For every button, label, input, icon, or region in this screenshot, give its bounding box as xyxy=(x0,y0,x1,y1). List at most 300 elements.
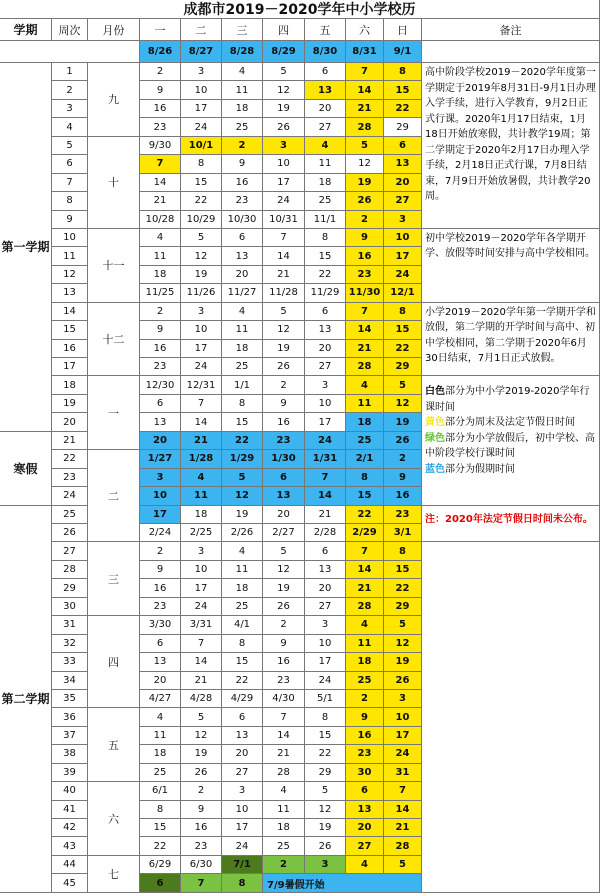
day-cell: 20 xyxy=(222,745,263,763)
week-number: 42 xyxy=(52,819,88,837)
day-cell: 2 xyxy=(263,376,305,394)
day-cell: 16 xyxy=(346,727,384,745)
day-cell: 5 xyxy=(263,542,305,560)
day-cell: 24 xyxy=(263,192,305,210)
day-cell: 9 xyxy=(346,229,384,247)
week-number: 41 xyxy=(52,801,88,819)
day-cell: 25 xyxy=(263,837,305,855)
day-cell: 9 xyxy=(222,155,263,173)
day-cell: 11 xyxy=(140,247,181,265)
day-cell: 22 xyxy=(222,432,263,450)
header-notes: 备注 xyxy=(422,19,600,41)
day-cell: 11 xyxy=(263,801,305,819)
day-cell: 21 xyxy=(384,819,422,837)
day-cell: 3 xyxy=(384,211,422,229)
day-cell: 7 xyxy=(346,303,384,321)
day-cell: 2/1 xyxy=(346,450,384,468)
day-cell: 4 xyxy=(346,376,384,394)
day-cell: 2 xyxy=(140,542,181,560)
day-cell: 16 xyxy=(263,413,305,431)
day-cell: 8 xyxy=(384,303,422,321)
day-cell: 3 xyxy=(181,63,222,81)
day-cell: 4 xyxy=(140,708,181,726)
day-cell: 29 xyxy=(305,764,346,782)
day-cell: 8 xyxy=(305,708,346,726)
day-cell: 8 xyxy=(222,635,263,653)
day-cell: 4/27 xyxy=(140,690,181,708)
notes-warning-block xyxy=(422,506,600,543)
day-cell: 21 xyxy=(181,432,222,450)
day-cell: 18 xyxy=(222,340,263,358)
day-cell: 23 xyxy=(181,837,222,855)
day-cell: 19 xyxy=(181,266,222,284)
day-cell: 4 xyxy=(181,469,222,487)
day-cell: 26 xyxy=(263,358,305,376)
day-cell: 22 xyxy=(140,837,181,855)
week-number: 44 xyxy=(52,856,88,874)
day-cell: 18 xyxy=(263,819,305,837)
month-label: 一 xyxy=(88,376,140,450)
day-cell: 21 xyxy=(346,100,384,118)
day-cell: 21 xyxy=(181,672,222,690)
day-cell: 6 xyxy=(140,874,181,892)
day-cell: 18 xyxy=(346,653,384,671)
date-row-notes-blank xyxy=(422,41,600,63)
day-cell: 1/28 xyxy=(181,450,222,468)
day-cell: 20 xyxy=(263,506,305,524)
day-cell: 9 xyxy=(140,321,181,339)
day-cell: 23 xyxy=(140,358,181,376)
day-cell: 24 xyxy=(305,432,346,450)
day-cell: 23 xyxy=(140,598,181,616)
day-cell: 11 xyxy=(346,635,384,653)
day-cell: 21 xyxy=(346,340,384,358)
day-cell: 25 xyxy=(222,598,263,616)
legend-text: 部分为小学放假后，初中学校、高中阶段学校行课时间 xyxy=(425,432,595,460)
day-cell: 1/31 xyxy=(305,450,346,468)
day-cell: 10/1 xyxy=(181,137,222,155)
day-cell: 4 xyxy=(222,63,263,81)
day-cell: 3/31 xyxy=(181,616,222,634)
day-cell: 14 xyxy=(346,321,384,339)
day-cell: 17 xyxy=(140,506,181,524)
day-cell: 7 xyxy=(263,229,305,247)
day-cell: 8 xyxy=(384,63,422,81)
day-cell: 20 xyxy=(384,174,422,192)
day-cell: 30 xyxy=(346,764,384,782)
month-label: 十一 xyxy=(88,229,140,303)
day-cell: 12 xyxy=(305,801,346,819)
day-cell: 13 xyxy=(305,321,346,339)
day-cell: 15 xyxy=(140,819,181,837)
day-cell: 9 xyxy=(346,708,384,726)
day-cell: 22 xyxy=(305,266,346,284)
day-cell: 27 xyxy=(305,358,346,376)
day-cell: 6/29 xyxy=(140,856,181,874)
day-cell: 25 xyxy=(346,432,384,450)
month-label: 九 xyxy=(88,63,140,137)
day-cell: 8 xyxy=(384,542,422,560)
day-cell: 9/30 xyxy=(140,137,181,155)
day-cell: 5 xyxy=(384,856,422,874)
week-number: 15 xyxy=(52,321,88,339)
day-cell: 27 xyxy=(222,764,263,782)
day-cell: 11/27 xyxy=(222,284,263,302)
day-cell: 28 xyxy=(263,764,305,782)
day-cell: 4/29 xyxy=(222,690,263,708)
day-cell: 16 xyxy=(181,819,222,837)
week-number: 16 xyxy=(52,340,88,358)
week-number: 11 xyxy=(52,247,88,265)
day-cell: 2 xyxy=(346,690,384,708)
header-month: 月份 xyxy=(88,19,140,41)
day-cell: 29 xyxy=(384,598,422,616)
day-cell: 15 xyxy=(384,81,422,99)
page-title: 成都市2019－2020学年中小学校历 xyxy=(0,0,600,19)
day-cell: 19 xyxy=(222,506,263,524)
day-cell: 29 xyxy=(384,358,422,376)
day-cell: 8 xyxy=(140,801,181,819)
day-cell: 15 xyxy=(305,727,346,745)
week-number: 8 xyxy=(52,192,88,210)
day-cell: 18 xyxy=(181,506,222,524)
day-cell: 9 xyxy=(384,469,422,487)
legend-text: 部分为周末及法定节假日时间 xyxy=(445,417,575,429)
day-cell: 2 xyxy=(346,211,384,229)
legend-item xyxy=(425,462,596,478)
day-cell: 22 xyxy=(384,340,422,358)
day-cell: 25 xyxy=(222,118,263,136)
notes-top xyxy=(422,63,600,229)
day-cell: 8 xyxy=(222,874,263,892)
week-number: 18 xyxy=(52,376,88,394)
day-cell: 1/1 xyxy=(222,376,263,394)
day-cell: 6 xyxy=(346,782,384,800)
day-cell: 3/30 xyxy=(140,616,181,634)
day-cell: 2/25 xyxy=(181,524,222,542)
week-number: 2 xyxy=(52,81,88,99)
month-label: 二 xyxy=(88,450,140,542)
day-cell: 4 xyxy=(263,782,305,800)
header-day-4: 四 xyxy=(263,19,305,41)
note-warning: 注：2020年法定节假日时间未公布。 xyxy=(425,513,593,525)
day-cell: 4 xyxy=(140,229,181,247)
day-cell: 26 xyxy=(305,837,346,855)
day-cell: 9 xyxy=(263,395,305,413)
day-cell: 15 xyxy=(384,561,422,579)
notes-middle-block xyxy=(422,229,600,303)
month-label: 六 xyxy=(88,782,140,856)
week-number: 37 xyxy=(52,727,88,745)
day-cell: 14 xyxy=(263,727,305,745)
week-number: 23 xyxy=(52,469,88,487)
day-cell: 8 xyxy=(222,395,263,413)
day-cell: 16 xyxy=(384,487,422,505)
week-number: 14 xyxy=(52,303,88,321)
legend-color-keyword: 绿色 xyxy=(425,432,445,444)
day-cell: 6 xyxy=(140,635,181,653)
date-row-cell: 8/26 xyxy=(140,41,181,63)
legend-text: 部分为中小学2019-2020学年行课时间 xyxy=(425,386,590,413)
day-cell: 22 xyxy=(384,100,422,118)
day-cell: 6 xyxy=(305,542,346,560)
day-cell: 28 xyxy=(346,598,384,616)
day-cell: 24 xyxy=(181,358,222,376)
legend-text: 部分为假期时间 xyxy=(445,463,515,475)
week-number: 12 xyxy=(52,266,88,284)
day-cell: 14 xyxy=(181,413,222,431)
day-cell: 7 xyxy=(140,155,181,173)
day-cell: 8 xyxy=(305,229,346,247)
day-cell: 12/30 xyxy=(140,376,181,394)
day-cell: 16 xyxy=(140,100,181,118)
day-cell: 13 xyxy=(140,413,181,431)
week-number: 35 xyxy=(52,690,88,708)
day-cell: 1/29 xyxy=(222,450,263,468)
day-cell: 29 xyxy=(384,118,422,136)
day-cell: 2 xyxy=(222,137,263,155)
day-cell: 14 xyxy=(384,801,422,819)
day-cell: 7 xyxy=(181,395,222,413)
day-cell: 5/1 xyxy=(305,690,346,708)
day-cell: 13 xyxy=(222,247,263,265)
day-cell: 16 xyxy=(222,174,263,192)
notes-empty-block xyxy=(422,542,600,892)
note-high: 高中阶段学校2019－2020学年度第一学期定于2019年8月31日-9月1日办理入学手续，进行入学教育，9月2日正式行课。2020年1月17日结束，1月18日开始放寒假，共计教学19周；第二学期定于2020年2月17日办理入学手续，2月18日正式行课，7月8日结束，7月9日开始放暑假，共计教学20周。 xyxy=(425,67,596,202)
day-cell: 11/26 xyxy=(181,284,222,302)
day-cell: 23 xyxy=(222,192,263,210)
day-cell: 15 xyxy=(384,321,422,339)
day-cell: 4 xyxy=(222,542,263,560)
header-day-1: 一 xyxy=(140,19,181,41)
day-cell: 16 xyxy=(263,653,305,671)
day-cell: 17 xyxy=(263,174,305,192)
notes-legend-block xyxy=(422,376,600,505)
week-number: 26 xyxy=(52,524,88,542)
week-number: 36 xyxy=(52,708,88,726)
week-number: 10 xyxy=(52,229,88,247)
header-day-7: 日 xyxy=(384,19,422,41)
day-cell: 27 xyxy=(305,118,346,136)
day-cell: 24 xyxy=(222,837,263,855)
legend-item xyxy=(425,384,596,415)
day-cell: 4 xyxy=(305,137,346,155)
day-cell: 5 xyxy=(305,782,346,800)
week-number: 17 xyxy=(52,358,88,376)
week-number: 27 xyxy=(52,542,88,560)
day-cell: 14 xyxy=(305,487,346,505)
day-cell: 13 xyxy=(263,487,305,505)
day-cell: 10 xyxy=(222,801,263,819)
day-cell: 2/28 xyxy=(305,524,346,542)
day-cell: 5 xyxy=(263,63,305,81)
day-cell: 21 xyxy=(263,745,305,763)
day-cell: 19 xyxy=(263,100,305,118)
day-cell: 1/30 xyxy=(263,450,305,468)
day-cell: 13 xyxy=(222,727,263,745)
week-number: 28 xyxy=(52,561,88,579)
day-cell: 5 xyxy=(181,708,222,726)
day-cell: 14 xyxy=(346,81,384,99)
week-number: 20 xyxy=(52,413,88,431)
day-cell: 12 xyxy=(384,395,422,413)
day-cell: 6/1 xyxy=(140,782,181,800)
day-cell: 10 xyxy=(181,321,222,339)
day-cell: 24 xyxy=(384,745,422,763)
day-cell: 14 xyxy=(263,247,305,265)
day-cell: 20 xyxy=(305,579,346,597)
day-cell: 12 xyxy=(181,247,222,265)
week-number: 24 xyxy=(52,487,88,505)
day-cell: 23 xyxy=(263,432,305,450)
header-day-3: 三 xyxy=(222,19,263,41)
day-cell: 6 xyxy=(140,395,181,413)
day-cell: 7/1 xyxy=(222,856,263,874)
day-cell: 15 xyxy=(346,487,384,505)
day-cell: 21 xyxy=(140,192,181,210)
day-cell: 20 xyxy=(346,819,384,837)
day-cell: 26 xyxy=(181,764,222,782)
week-number: 39 xyxy=(52,764,88,782)
day-cell: 28 xyxy=(346,118,384,136)
day-cell: 7 xyxy=(181,635,222,653)
day-cell: 23 xyxy=(346,266,384,284)
day-cell: 17 xyxy=(222,819,263,837)
day-cell: 7 xyxy=(263,708,305,726)
day-cell: 6 xyxy=(305,303,346,321)
day-cell: 2 xyxy=(140,303,181,321)
day-cell: 2/24 xyxy=(140,524,181,542)
header-day-5: 五 xyxy=(305,19,346,41)
day-cell: 6 xyxy=(222,708,263,726)
header-week: 周次 xyxy=(52,19,88,41)
day-cell: 10/30 xyxy=(222,211,263,229)
legend-color-keyword: 白色 xyxy=(425,386,445,398)
day-cell: 5 xyxy=(181,229,222,247)
day-cell: 6/30 xyxy=(181,856,222,874)
week-number: 30 xyxy=(52,598,88,616)
day-cell: 19 xyxy=(263,340,305,358)
week-number: 21 xyxy=(52,432,88,450)
day-cell: 3 xyxy=(305,616,346,634)
day-cell: 16 xyxy=(140,579,181,597)
day-cell: 2/26 xyxy=(222,524,263,542)
day-cell: 27 xyxy=(305,598,346,616)
day-cell: 10 xyxy=(140,487,181,505)
day-cell: 18 xyxy=(346,413,384,431)
notes-primary-block xyxy=(422,303,600,377)
week-number: 3 xyxy=(52,100,88,118)
day-cell: 24 xyxy=(384,266,422,284)
day-cell: 6 xyxy=(305,63,346,81)
legend-color-keyword: 蓝色 xyxy=(425,463,445,475)
day-cell: 3 xyxy=(140,469,181,487)
day-cell: 4 xyxy=(346,856,384,874)
day-cell: 12 xyxy=(346,155,384,173)
day-cell: 25 xyxy=(222,358,263,376)
day-cell: 12 xyxy=(222,487,263,505)
day-cell: 28 xyxy=(384,837,422,855)
day-cell: 17 xyxy=(181,340,222,358)
day-cell: 11/30 xyxy=(346,284,384,302)
week-number: 32 xyxy=(52,635,88,653)
week-number: 33 xyxy=(52,653,88,671)
day-cell: 15 xyxy=(181,174,222,192)
day-cell: 15 xyxy=(222,653,263,671)
day-cell: 26 xyxy=(346,192,384,210)
day-cell: 22 xyxy=(346,506,384,524)
day-cell: 10 xyxy=(384,229,422,247)
day-cell: 2 xyxy=(181,782,222,800)
day-cell: 10 xyxy=(384,708,422,726)
week-number: 19 xyxy=(52,395,88,413)
day-cell: 17 xyxy=(181,579,222,597)
day-cell: 3 xyxy=(181,303,222,321)
month-label: 三 xyxy=(88,542,140,616)
day-cell: 5 xyxy=(384,376,422,394)
day-cell: 27 xyxy=(384,192,422,210)
day-cell: 12/31 xyxy=(181,376,222,394)
week-number: 1 xyxy=(52,63,88,81)
day-cell: 19 xyxy=(346,174,384,192)
day-cell: 4 xyxy=(346,616,384,634)
day-cell: 27 xyxy=(346,837,384,855)
day-cell: 13 xyxy=(140,653,181,671)
day-cell: 24 xyxy=(181,118,222,136)
header-day-6: 六 xyxy=(346,19,384,41)
day-cell: 21 xyxy=(305,506,346,524)
day-cell: 3 xyxy=(181,542,222,560)
header-day-2: 二 xyxy=(181,19,222,41)
day-cell: 4/1 xyxy=(222,616,263,634)
day-cell: 3 xyxy=(263,137,305,155)
day-cell: 13 xyxy=(305,81,346,99)
day-cell: 19 xyxy=(384,413,422,431)
day-cell: 11 xyxy=(346,395,384,413)
day-cell: 11 xyxy=(305,155,346,173)
week-number: 45 xyxy=(52,874,88,892)
day-cell: 6 xyxy=(222,229,263,247)
day-cell: 17 xyxy=(384,727,422,745)
term-label: 寒假 xyxy=(0,432,52,506)
day-cell: 18 xyxy=(305,174,346,192)
date-row-cell: 8/30 xyxy=(305,41,346,63)
day-cell: 7 xyxy=(346,63,384,81)
day-cell: 5 xyxy=(384,616,422,634)
day-cell: 3 xyxy=(305,376,346,394)
week-number: 31 xyxy=(52,616,88,634)
day-cell: 11/25 xyxy=(140,284,181,302)
day-cell: 5 xyxy=(263,303,305,321)
week-number: 4 xyxy=(52,118,88,136)
day-cell: 28 xyxy=(346,358,384,376)
day-cell: 11 xyxy=(222,561,263,579)
term-label: 第一学期 xyxy=(0,63,52,432)
day-cell: 23 xyxy=(346,745,384,763)
day-cell: 1/27 xyxy=(140,450,181,468)
day-cell: 4 xyxy=(222,303,263,321)
day-cell: 18 xyxy=(222,579,263,597)
day-cell: 7 xyxy=(346,542,384,560)
week-number: 43 xyxy=(52,837,88,855)
day-cell: 25 xyxy=(140,764,181,782)
week-number: 34 xyxy=(52,672,88,690)
date-row-cell: 8/28 xyxy=(222,41,263,63)
day-cell: 5 xyxy=(346,137,384,155)
day-cell: 3 xyxy=(305,856,346,874)
note-middle: 初中学校2019－2020学年各学期开学、放假等时间安排与高中学校相同。 xyxy=(425,232,595,260)
day-cell: 13 xyxy=(305,561,346,579)
